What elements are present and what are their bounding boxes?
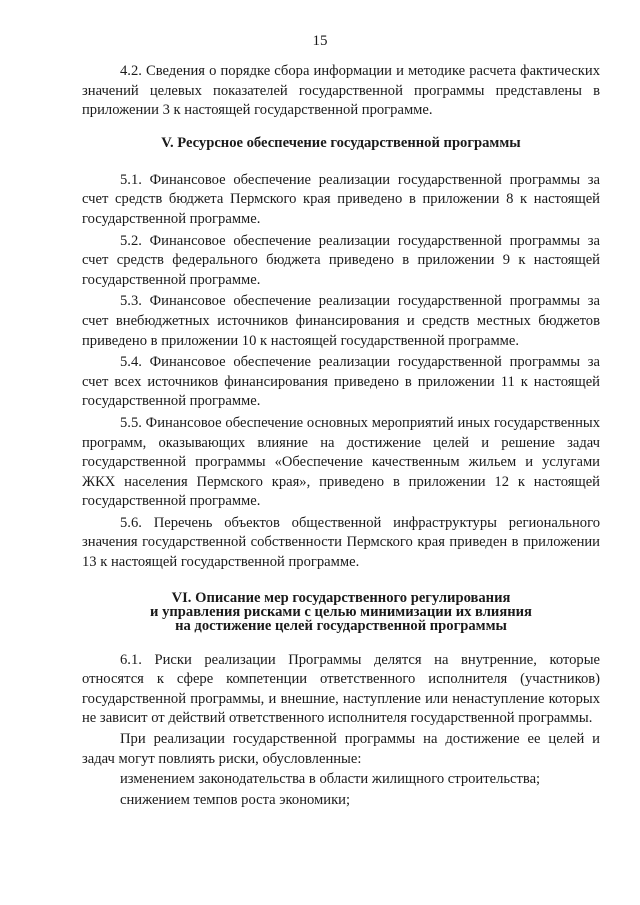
paragraph-risks-intro: При реализации государственной программы на достижение ее целей и задач могут повлиять риски, обусловленные: (82, 731, 600, 767)
paragraph-5-1: 5.1. Финансовое обеспечение реализации государственной программы за счет средств бюджета Пермского края приведено в приложении 8 к настоящей государственной программе. (82, 171, 600, 227)
section-5-heading: V. Ресурсное обеспечение государственной программы (161, 134, 521, 151)
paragraph-6-1: 6.1. Риски реализации Программы делятся на внутренние, которые относятся к сфере компетенции ответственного исполнителя (участников) государственной программы, и внешние, наступление или ненаступление которых не зависит от действий ответственного исполнителя государственной программы. (82, 651, 600, 727)
list-item: изменением законодательства в области жилищного строительства; (120, 771, 541, 788)
page-number: 15 (312, 33, 328, 49)
paragraph-5-3: 5.3. Финансовое обеспечение реализации государственной программы за счет внебюджетных источников финансирования и средств местных бюджетов приведено в приложении 10 к настоящей государственной программе. (82, 293, 600, 349)
section-6-heading-line-2: и управления рисками с целью минимизации их влияния (150, 603, 532, 620)
paragraph-5-5: 5.5. Финансовое обеспечение основных мероприятий иных государственных программ, оказывающих влияние на достижение целей и решение задач государственной программы «Обеспечение качественным жильем и услугами ЖКХ населения Пермского края», приведено в приложении 12 к настоящей государственной программе. (82, 414, 600, 510)
paragraph-4-2: 4.2. Сведения о порядке сбора информации и методике расчета фактических значений целевых показателей государственной программы представлены в приложении 3 к настоящей государственной программе. (82, 63, 600, 119)
paragraph-5-6: 5.6. Перечень объектов общественной инфраструктуры регионального значения государственной собственности Пермского края приведен в приложении 13 к настоящей государственной программе. (82, 514, 600, 571)
paragraph-5-4: 5.4. Финансовое обеспечение реализации государственной программы за счет всех источников финансирования приведено в приложении 11 к настоящей государственной программе. (82, 354, 600, 410)
document-body (82, 62, 600, 811)
paragraph-5-2: 5.2. Финансовое обеспечение реализации государственной программы за счет средств федерального бюджета приведено в приложении 9 к настоящей государственной программе. (82, 232, 600, 288)
section-6-heading-line-1: VI. Описание мер государственного регулирования (171, 589, 511, 606)
section-5-body (82, 171, 600, 573)
section-6-heading (82, 591, 600, 633)
list-item: снижением темпов роста экономики; (120, 791, 351, 808)
section-6-body (82, 651, 600, 811)
section-6-heading-line-3: на достижение целей государственной программы (175, 617, 507, 634)
